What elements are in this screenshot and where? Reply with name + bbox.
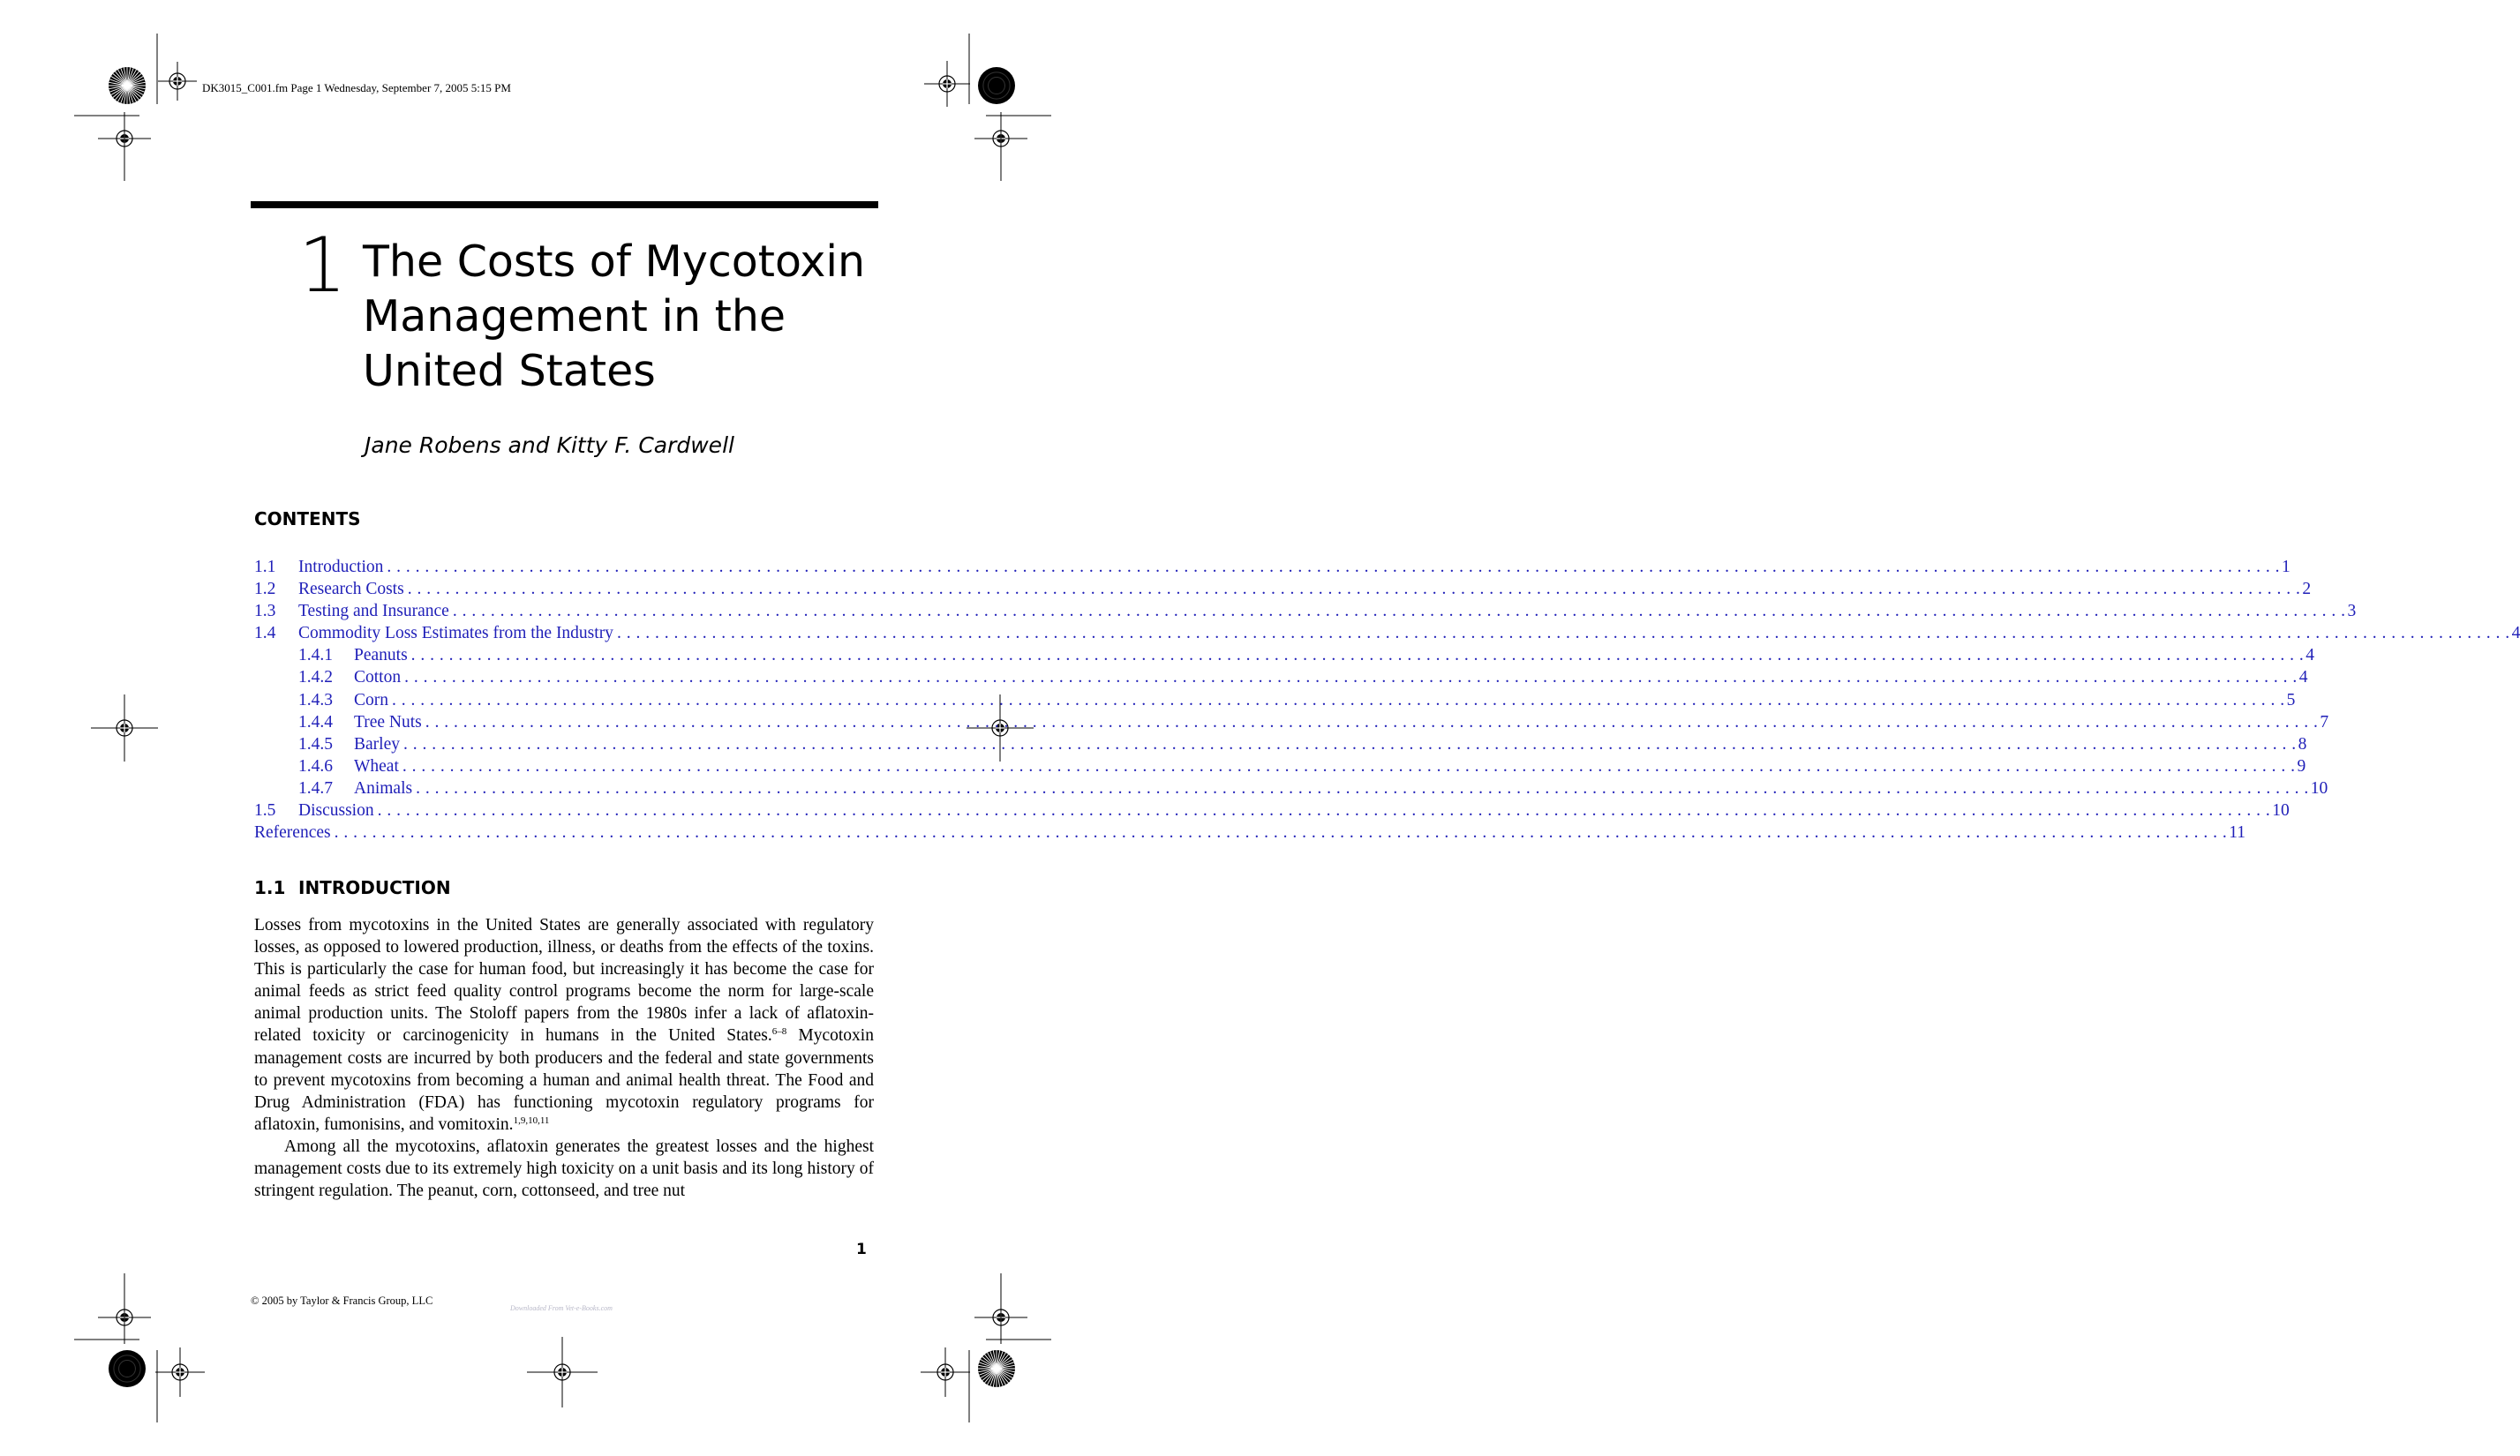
body-text [254, 914, 874, 1202]
toc-leader-dots: . . . . . . . . . . . . . . . . . . . . . . . . . . . . . . . . . . . . . . . . . . . . . . . . . . . . . . . . . . . . . . . . . . . . . . . . . . . . . . . . . . . . . . . . . . . . . . . . . . . . . . . . . . . . . . . . . . . . . . . . . . . . . . . . . . . . . . . . . . . . . . . . . . . . . . . . . . . . . . . . . . . . . . . . . . . . . . . . . . . . . . . . . . . . . . . . . . . . . . . . [425, 712, 2319, 732]
toc-entry-line [354, 689, 2296, 711]
toc-entry-number: 1.2 [254, 580, 276, 599]
toc-entry-label[interactable]: Cotton [354, 668, 402, 687]
toc-entry-page[interactable]: 4 [2511, 624, 2520, 643]
toc-entry[interactable] [254, 578, 2312, 600]
toc-entry-line [354, 711, 2329, 733]
toc-entry-line [254, 822, 2246, 844]
toc-entry-number: 1.4 [254, 624, 276, 643]
toc-entry-line [354, 755, 2306, 777]
toc-entry-page[interactable]: 4 [2298, 668, 2308, 687]
toc-entry-label[interactable]: Corn [354, 690, 388, 709]
toc-entry-label[interactable]: Discussion [298, 801, 374, 821]
toc-entry[interactable] [254, 689, 2296, 711]
toc-leader-dots: . . . . . . . . . . . . . . . . . . . . . . . . . . . . . . . . . . . . . . . . . . . . . . . . . . . . . . . . . . . . . . . . . . . . . . . . . . . . . . . . . . . . . . . . . . . . . . . . . . . . . . . . . . . . . . . . . . . . . . . . . . . . . . . . . . . . . . . . . . . . . . . . . . . . . . . . . . . . . . . . . . . . . . . . . . . . . . . . . . . . . . . . . . . . . . . . . . . . . . . . [410, 646, 2305, 665]
toc-entry-label[interactable]: Testing and Insurance [298, 602, 449, 621]
toc-entry-page[interactable]: 8 [2298, 734, 2307, 754]
paragraph-text: Losses from mycotoxins in the United States are generally associated with regulatory losses, as opposed to lowered production, illness, or deaths from the effects of the toxins. This is particularly the case for human food, but increasingly it has become the case for animal feeds as strict feed quality control programs become the norm for large-scale animal production units. The Stoloff papers from the 1980s infer a lack of aflatoxin-related toxicity or carcinogenicity in humans in the United States. [254, 916, 874, 1046]
citation-ref[interactable]: 1,9,10,11 [513, 1115, 550, 1126]
toc-entry-line [354, 777, 2328, 799]
toc-entry-number: 1.4.4 [298, 712, 333, 732]
toc-leader-dots: . . . . . . . . . . . . . . . . . . . . . . . . . . . . . . . . . . . . . . . . . . . . . . . . . . . . . . . . . . . . . . . . . . . . . . . . . . . . . . . . . . . . . . . . . . . . . . . . . . . . . . . . . . . . . . . . . . . . . . . . . . . . . . . . . . . . . . . . . . . . . . . . . . . . . . . . . . . . . . . . . . . . . . . . . . . . . . . . . . . . . . . . . . . . . . . . . . . . . . . . [377, 801, 2271, 821]
toc-leader-dots: . . . . . . . . . . . . . . . . . . . . . . . . . . . . . . . . . . . . . . . . . . . . . . . . . . . . . . . . . . . . . . . . . . . . . . . . . . . . . . . . . . . . . . . . . . . . . . . . . . . . . . . . . . . . . . . . . . . . . . . . . . . . . . . . . . . . . . . . . . . . . . . . . . . . . . . . . . . . . . . . . . . . . . . . . . . . . . . . . . . . . . . . . . . . . . . . . . . . . . . . [387, 558, 2281, 576]
starburst-mark-hub [125, 84, 130, 88]
chapter-title-line: The Costs of Mycotoxin [363, 236, 866, 287]
section-heading [254, 877, 451, 898]
starburst-mark-hub [995, 1367, 999, 1371]
toc-entry-page[interactable]: 2 [2302, 580, 2312, 599]
toc-entry-label[interactable]: Introduction [298, 558, 384, 576]
toc-entry-page[interactable]: 3 [2347, 602, 2357, 621]
toc-entry-line [298, 799, 2290, 822]
toc-entry[interactable] [254, 777, 2328, 799]
chapter-rule [251, 201, 878, 208]
section-number: 1.1 [254, 877, 286, 898]
toc-leader-dots: . . . . . . . . . . . . . . . . . . . . . . . . . . . . . . . . . . . . . . . . . . . . . . . . . . . . . . . . . . . . . . . . . . . . . . . . . . . . . . . . . . . . . . . . . . . . . . . . . . . . . . . . . . . . . . . . . . . . . . . . . . . . . . . . . . . . . . . . . . . . . . . . . . . . . . . . . . . . . . . . . . . . . . . . . . . . . . . . . . . . . . . . . . . . . . . . . . . . . . . . [407, 580, 2301, 599]
copyright-notice: © 2005 by Taylor & Francis Group, LLC [251, 1295, 433, 1307]
toc-entry-number: 1.4.7 [298, 778, 333, 798]
toc-entry-number: 1.4.5 [298, 734, 333, 754]
toc-leader-dots: . . . . . . . . . . . . . . . . . . . . . . . . . . . . . . . . . . . . . . . . . . . . . . . . . . . . . . . . . . . . . . . . . . . . . . . . . . . . . . . . . . . . . . . . . . . . . . . . . . . . . . . . . . . . . . . . . . . . . . . . . . . . . . . . . . . . . . . . . . . . . . . . . . . . . . . . . . . . . . . . . . . . . . . . . . . . . . . . . . . . . . . . . . . . . . . . . . . . . . . . [616, 624, 2510, 643]
toc-entry-number: 1.4.1 [298, 646, 333, 665]
toc-entry[interactable] [254, 755, 2306, 777]
toc-entry-page[interactable]: 7 [2320, 712, 2329, 732]
paragraph-text: Mycotoxin management costs are incurred by both producers and the federal and state governments to prevent mycotoxins from becoming a human and animal health threat. The Food and Drug Administration (FDA) has functioning mycotoxin regulatory programs for aflatoxin, fumonisins, and vomitoxin. [254, 1026, 874, 1134]
toc-entry[interactable] [254, 711, 2329, 733]
toc-entry[interactable] [254, 666, 2308, 688]
toc-entry[interactable] [254, 733, 2307, 755]
citation-ref[interactable]: 6–8 [771, 1026, 787, 1038]
toc-entry-number: 1.3 [254, 602, 276, 621]
toc-entry-label[interactable]: Wheat [354, 756, 399, 776]
chapter-title [363, 235, 892, 399]
toc-entry-line [298, 556, 2291, 578]
toc-entry-number: 1.4.2 [298, 668, 333, 687]
toc-entry[interactable] [254, 799, 2290, 822]
toc-leader-dots: . . . . . . . . . . . . . . . . . . . . . . . . . . . . . . . . . . . . . . . . . . . . . . . . . . . . . . . . . . . . . . . . . . . . . . . . . . . . . . . . . . . . . . . . . . . . . . . . . . . . . . . . . . . . . . . . . . . . . . . . . . . . . . . . . . . . . . . . . . . . . . . . . . . . . . . . . . . . . . . . . . . . . . . . . . . . . . . . . . . . . . . . . . . . . . . . . . . . . . . . [416, 778, 2309, 798]
paragraph [254, 914, 874, 1136]
toc-entry-label[interactable]: References [254, 823, 331, 843]
toc-leader-dots: . . . . . . . . . . . . . . . . . . . . . . . . . . . . . . . . . . . . . . . . . . . . . . . . . . . . . . . . . . . . . . . . . . . . . . . . . . . . . . . . . . . . . . . . . . . . . . . . . . . . . . . . . . . . . . . . . . . . . . . . . . . . . . . . . . . . . . . . . . . . . . . . . . . . . . . . . . . . . . . . . . . . . . . . . . . . . . . . . . . . . . . . . . . . . . . . . . . . . . . . [402, 734, 2297, 754]
toc-entry-page[interactable]: 1 [2282, 558, 2291, 576]
chapter-authors: Jane Robens and Kitty F. Cardwell [365, 432, 734, 458]
toc-entry-line [298, 622, 2520, 644]
toc-entry-number: 1.4.6 [298, 756, 333, 776]
slug-line: DK3015_C001.fm Page 1 Wednesday, September 7, 2005 5:15 PM [202, 81, 511, 94]
toc-leader-dots: . . . . . . . . . . . . . . . . . . . . . . . . . . . . . . . . . . . . . . . . . . . . . . . . . . . . . . . . . . . . . . . . . . . . . . . . . . . . . . . . . . . . . . . . . . . . . . . . . . . . . . . . . . . . . . . . . . . . . . . . . . . . . . . . . . . . . . . . . . . . . . . . . . . . . . . . . . . . . . . . . . . . . . . . . . . . . . . . . . . . . . . . . . . . . . . . . . . . . . . . [402, 756, 2296, 776]
toc-entry-label[interactable]: Research Costs [298, 580, 404, 599]
table-of-contents [254, 556, 2520, 844]
toc-entry[interactable] [254, 600, 2357, 622]
toc-entry[interactable] [254, 622, 2520, 644]
chapter-title-line: United States [363, 346, 656, 396]
toc-entry-page[interactable]: 9 [2297, 756, 2306, 776]
contents-heading: CONTENTS [254, 508, 361, 529]
toc-entry-page[interactable]: 10 [2310, 778, 2328, 798]
toc-entry[interactable] [254, 822, 2246, 844]
section-title: INTRODUCTION [298, 877, 451, 898]
toc-entry[interactable] [254, 644, 2315, 666]
toc-entry-label[interactable]: Commodity Loss Estimates from the Industry [298, 624, 613, 643]
toc-entry-number: 1.1 [254, 558, 276, 576]
toc-entry-label[interactable]: Tree Nuts [354, 712, 422, 732]
toc-entry-number: 1.4.3 [298, 690, 333, 709]
toc-leader-dots: . . . . . . . . . . . . . . . . . . . . . . . . . . . . . . . . . . . . . . . . . . . . . . . . . . . . . . . . . . . . . . . . . . . . . . . . . . . . . . . . . . . . . . . . . . . . . . . . . . . . . . . . . . . . . . . . . . . . . . . . . . . . . . . . . . . . . . . . . . . . . . . . . . . . . . . . . . . . . . . . . . . . . . . . . . . . . . . . . . . . . . . . . . . . . . . . . . . . . . . . [334, 823, 2228, 843]
toc-entry-page[interactable]: 5 [2286, 690, 2296, 709]
toc-entry-line [354, 644, 2315, 666]
page-number: 1 [856, 1241, 867, 1258]
toc-entry-label[interactable]: Animals [354, 778, 413, 798]
toc-entry-label[interactable]: Peanuts [354, 646, 408, 665]
chapter-title-line: Management in the [363, 291, 786, 341]
paragraph: Among all the mycotoxins, aflatoxin generates the greatest losses and the highest management costs due to its extremely high toxicity on a unit basis and its long history of stringent regulation. The peanut, corn, cottonseed, and tree nut [254, 1137, 874, 1201]
toc-leader-dots: . . . . . . . . . . . . . . . . . . . . . . . . . . . . . . . . . . . . . . . . . . . . . . . . . . . . . . . . . . . . . . . . . . . . . . . . . . . . . . . . . . . . . . . . . . . . . . . . . . . . . . . . . . . . . . . . . . . . . . . . . . . . . . . . . . . . . . . . . . . . . . . . . . . . . . . . . . . . . . . . . . . . . . . . . . . . . . . . . . . . . . . . . . . . . . . . . . . . . . . . [392, 690, 2285, 709]
toc-leader-dots: . . . . . . . . . . . . . . . . . . . . . . . . . . . . . . . . . . . . . . . . . . . . . . . . . . . . . . . . . . . . . . . . . . . . . . . . . . . . . . . . . . . . . . . . . . . . . . . . . . . . . . . . . . . . . . . . . . . . . . . . . . . . . . . . . . . . . . . . . . . . . . . . . . . . . . . . . . . . . . . . . . . . . . . . . . . . . . . . . . . . . . . . . . . . . . . . . . . . . . . . [404, 668, 2298, 687]
toc-leader-dots: . . . . . . . . . . . . . . . . . . . . . . . . . . . . . . . . . . . . . . . . . . . . . . . . . . . . . . . . . . . . . . . . . . . . . . . . . . . . . . . . . . . . . . . . . . . . . . . . . . . . . . . . . . . . . . . . . . . . . . . . . . . . . . . . . . . . . . . . . . . . . . . . . . . . . . . . . . . . . . . . . . . . . . . . . . . . . . . . . . . . . . . . . . . . . . . . . . . . . . . . [452, 602, 2346, 621]
toc-entry-page[interactable]: 4 [2306, 646, 2315, 665]
toc-entry[interactable] [254, 556, 2291, 578]
toc-entry-label[interactable]: Barley [354, 734, 400, 754]
toc-entry-number: 1.5 [254, 801, 276, 821]
toc-entry-line [354, 733, 2307, 755]
chapter-number: 1 [298, 221, 347, 310]
toc-entry-page[interactable]: 11 [2229, 823, 2246, 843]
toc-entry-line [354, 666, 2308, 688]
toc-entry-page[interactable]: 10 [2272, 801, 2290, 821]
watermark: Downloaded From Vet-e-Books.com [510, 1304, 613, 1312]
toc-entry-line [298, 578, 2312, 600]
toc-entry-line [298, 600, 2357, 622]
